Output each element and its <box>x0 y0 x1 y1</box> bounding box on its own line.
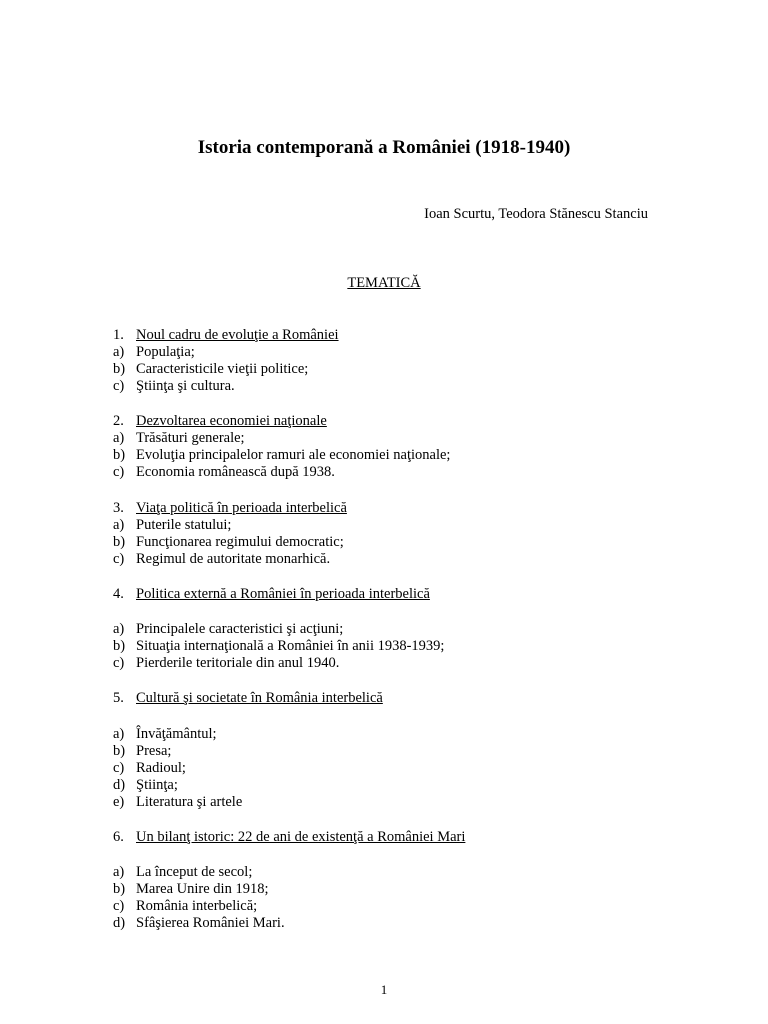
item-marker: d) <box>113 777 126 793</box>
topic-item <box>113 864 252 881</box>
item-marker: a) <box>113 430 125 446</box>
item-text: Principalele caracteristici şi acţiuni; <box>136 621 344 637</box>
item-text: Funcţionarea regimului democratic; <box>136 534 344 550</box>
topic-item <box>113 378 235 395</box>
item-text: Sfâşierea României Mari. <box>136 915 285 931</box>
item-text: La început de secol; <box>136 864 253 880</box>
item-text: Învăţământul; <box>136 726 217 742</box>
topic-item <box>113 898 257 915</box>
topic-number: 6. <box>113 829 124 845</box>
item-marker: b) <box>113 534 126 550</box>
topic-item <box>113 743 171 760</box>
topic-title: Politica externă a României în perioada interbelică <box>136 586 430 602</box>
item-marker: d) <box>113 915 126 931</box>
topic-title: Un bilanţ istoric: 22 de ani de existenţă a României Mari <box>136 829 466 845</box>
topic-item <box>113 777 178 794</box>
item-marker: c) <box>113 898 125 914</box>
page-number: 1 <box>380 982 388 997</box>
topic-item <box>113 430 245 447</box>
topic-number: 2. <box>113 413 124 429</box>
topic-heading <box>113 586 430 603</box>
item-text: Evoluţia principalelor ramuri ale economiei naţionale; <box>136 447 451 463</box>
topic-title: Viaţa politică în perioada interbelică <box>136 500 347 516</box>
topic-heading <box>113 500 347 517</box>
item-marker: c) <box>113 464 125 480</box>
topic-title: Dezvoltarea economiei naţionale <box>136 413 327 429</box>
item-marker: e) <box>113 794 125 810</box>
item-marker: a) <box>113 726 125 742</box>
item-marker: c) <box>113 655 125 671</box>
topic-item <box>113 534 344 551</box>
item-text: România interbelică; <box>136 898 258 914</box>
topic-number: 4. <box>113 586 124 602</box>
topic-heading <box>113 690 383 707</box>
item-text: Ştiinţa şi cultura. <box>136 378 235 394</box>
item-text: Economia românească după 1938. <box>136 464 335 480</box>
item-marker: b) <box>113 743 126 759</box>
topic-item <box>113 794 242 811</box>
topic-number: 3. <box>113 500 124 516</box>
item-text: Caracteristicile vieţii politice; <box>136 361 309 377</box>
topic-item <box>113 361 308 378</box>
item-text: Puterile statului; <box>136 517 232 533</box>
item-text: Ştiinţa; <box>136 777 178 793</box>
item-text: Radioul; <box>136 760 186 776</box>
topic-item <box>113 638 444 655</box>
topic-item <box>113 464 335 481</box>
topic-number: 1. <box>113 327 124 343</box>
item-marker: a) <box>113 344 125 360</box>
item-marker: a) <box>113 864 125 880</box>
topic-item <box>113 621 343 638</box>
item-marker: b) <box>113 361 126 377</box>
item-text: Trăsături generale; <box>136 430 245 446</box>
item-text: Populaţia; <box>136 344 195 360</box>
item-marker: b) <box>113 447 126 463</box>
topic-item <box>113 760 186 777</box>
topic-heading <box>113 413 327 430</box>
topic-heading <box>113 327 339 344</box>
item-marker: a) <box>113 517 125 533</box>
topic-item <box>113 726 217 743</box>
topic-item <box>113 881 268 898</box>
topic-item <box>113 655 339 672</box>
topic-item <box>113 344 195 361</box>
topic-number: 5. <box>113 690 124 706</box>
item-marker: c) <box>113 378 125 394</box>
topic-title: Cultură şi societate în România interbelică <box>136 690 383 706</box>
item-text: Situaţia internaţională a României în anii 1938-1939; <box>136 638 445 654</box>
topic-item <box>113 551 330 568</box>
item-text: Regimul de autoritate monarhică. <box>136 551 331 567</box>
section-heading: TEMATICĂ <box>347 275 421 291</box>
item-text: Pierderile teritoriale din anul 1940. <box>136 655 340 671</box>
item-marker: b) <box>113 881 126 897</box>
item-marker: a) <box>113 621 125 637</box>
topic-item <box>113 517 231 534</box>
item-marker: b) <box>113 638 126 654</box>
item-text: Presa; <box>136 743 172 759</box>
item-marker: c) <box>113 760 125 776</box>
topic-item <box>113 915 285 932</box>
topic-item <box>113 447 450 464</box>
item-marker: c) <box>113 551 125 567</box>
topic-heading <box>113 829 465 846</box>
item-text: Literatura şi artele <box>136 794 243 810</box>
item-text: Marea Unire din 1918; <box>136 881 269 897</box>
document-authors: Ioan Scurtu, Teodora Stănescu Stanciu <box>424 206 648 222</box>
topic-title: Noul cadru de evoluţie a României <box>136 327 339 343</box>
document-title: Istoria contemporană a României (1918-1940) <box>197 137 571 158</box>
